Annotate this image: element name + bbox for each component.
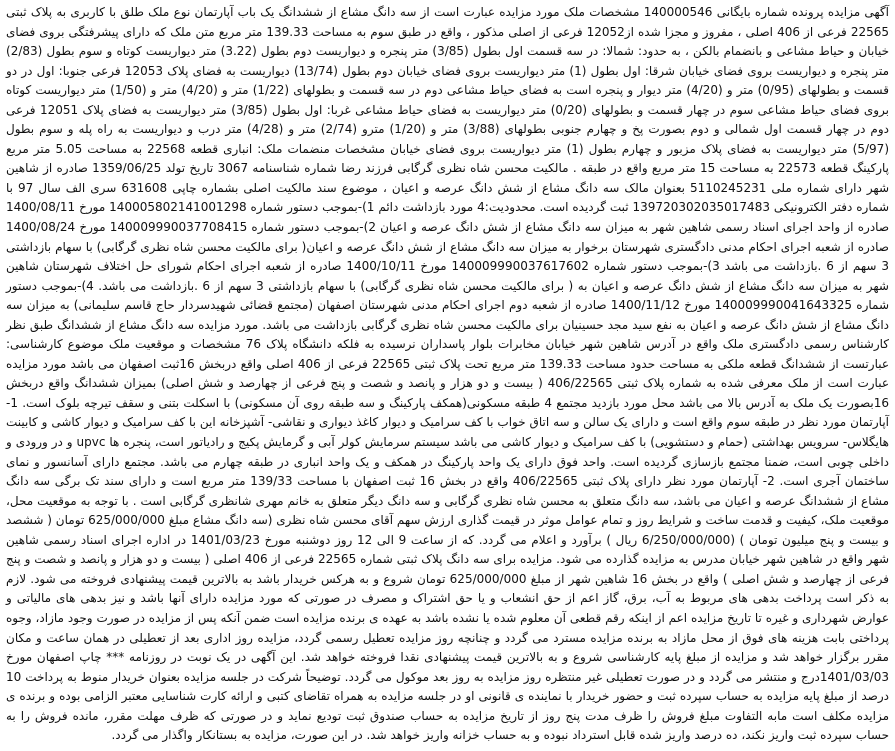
auction-notice-text: آگهی مزایده پرونده شماره بایگانی 140000546 مشخصات ملک مورد مزایده عبارت است از سه دانگ مشاع از ششدانگ یک باب آپارتمان نوع ملک طلق با کاربری به پلاک ثبتی 22565 فرعی از 406 اصلی ، مفروز و مجزا شده از12052 فرعی از اصلی مذکور ، واقع در طبق سوم به مساحت 139.33 متر مربع متن ملک که دارای پیشرفتگی بروی فضای خیابان و حیاط مشاعی و بانضمام بالکن ، به حدود: شمالا: در سه قسمت اول بطول (3/85) متر پنجره و دیواریست دوم بطول (3.22) متر دیواریست کوتاه و سوم بطول (2/83) متر پنجره و دیواریست بروی فضای خیابان شرقا: اول بطول (1) متر دیواریست بروی فضای خیابان دوم بطول (13/74) دیواریست به فضای پلاک 12053 فرعی جنوبا: اول در دو قسمت و بطولهای (0/95) متر و (4/20) متر دیوار و پنجره است به فضای حیاط مشاعی دوم در سه قسمت و بطولهای (1/22) متر و (4/20) متر و (1/50) متر دیواریست کوتاه بروی فضای حیاط مشاعی سوم در چهار قسمت و بطولهای (0/20) متر دیواریست به فضای حیاط مشاعی غربا: اول بطول (3/85) متر دیواریست به فضای پلاک 12051 فرعی دوم در چهار قسمت اول شمالی و دوم بصورت پخ و چهارم جنوبی بطولهای (3/88) متر و (1/20) مترو (2/74) متر و (4/28) متر درب و دیواریست به راه پله و سوم بطول (5/97) متر دیواریست به فضای پلاک مزبور و چهارم بطول (1) متر دیواریست بروی فضای خیابان مشخصات منضمات ملک: انباری قطعه 22568 به مساحت 5.05 متر مربع پارکینگ قطعه 22573 به مساحت 15 متر مربع واقع در طبقه . مالکیت محسن شاه نظری گرگابی فرزند رضا شماره شناسنامه 3067 تاریخ تولد 1359/06/25 صادره از شاهین شهر دارای شماره ملی 5110245231 بعنوان مالک سه دانگ مشاع از شش دانگ عرصه و اعیان ، موضوع سند مالکیت اصلی بشماره چاپی 631608 سری الف سال 97 با شماره دفتر الکترونیکی 139720302035017483 ثبت گردیده است. محدودیت:4 مورد بازداشت دائم 1)-بموجب دستور شماره 140005802141001298 مورخ 1400/08/11 صادره از واحد اجرای اسناد رسمی شاهین شهر به میزان سه دانگ مشاع از شش دانگ عرصه و اعیان 2)-بموجب دستور شماره 140009990037708415 مورخ 1400/08/24 صادره از شعبه اجرای احکام مدنی دادگستری شهرستان برخوار به میزان سه دانگ مشاع از شش دانگ عرصه و اعیان( برای مالکیت محسن شاه نظری گرگابی) با سهام بازداشتی 3 سهم از 6 .بازداشت می باشد 3)-بموجب دستور شماره 140009990037617602 مورخ 1400/10/11 صادره از شعبه اجرای احکام شورای حل اختلاف شهرستان شاهین شهر به میزان سه دانگ مشاع از شش دانگ عرصه و اعیان به ( برای مالکیت محسن شاه نظری گرگابی) با سهام بازداشتی 3 سهم از 6 .بازداشت می باشد. 4)-بموجب دستور شماره 140009990041643325 مورخ 1400/11/12 صادره از شعبه دوم اجرای احکام مدنی شهرستان اصفهان (مجتمع قضائی شهیدسردار حاج قاسم سلیمانی) به میزان سه دانگ مشاع از شش دانگ عرصه و اعیان به نفع سید مجد حسینیان برای مالکیت محسن شاه نظری گرگابی بازداشت می باشد. مورد مزایده سه دانگ مشاع از ششدانگ طبق نظر کارشناس رسمی دادگستری ملک واقع در آدرس شاهین شهر خیابان مخابرات بلوار پاسداران نرسیده به فلکه دانشگاه پلاک 76 مشخصات و موقعیت ملک موضوع کارشناسی: عبارتست از ششدانگ قطعه ملکی به مساحت حدود مساحت 139.33 متر مربع تحت پلاک ثبتی 22565 فرعی از 406 اصلی واقع دربخش 16ثبت اصفهان می باشد مورد مزایده عبارت است از ملک معرفی شده به شماره پلاک ثبتی 406/22565 ( بیست و دو هزار و پانصد و شصت و پنج فرعی از چهارصد و شش اصلی) بمیزان ششدانگ واقع دربخش 16بصورت یک ملک به آدرس بالا می باشد محل مورد بازدید مجتمع 4 طبقه مسکونی(همکف پارکینگ و سه طبقه روی آن مسکونی) با اسکلت بتنی و سقف تیرچه بلوک است. 1- آپارتمان مورد نظر در طبقه سوم واقع است و دارای یک سالن و سه اتاق خواب با کف سرامیک و دیوار کاغذ دیواری و نقاشی- آشپزخانه این با کف سرامیک و دیوار کاشی و کابینت هایگلاس- سرویس بهداشتی (حمام و دستشویی) با کف سرامیک و دیوار کاشی می باشد سیستم سرمایش کولر آبی و گرمایش پکیج و رادیاتور است، پنجره ها upvc و در ورودی و داخلی چوبی است، ضمنا مجتمع بازسازی گردیده است. واحد فوق دارای یک واحد پارکینگ در همکف و یک واحد انباری در طبقه چهارم می باشد. مجتمع دارای آسانسور و نمای ساختمان آجری است. 2- آپارتمان مورد نظر دارای پلاک ثبتی 406/22565 واقع در بخش 16 ثبت اصفهان با مساحت 139/33 متر مربع است و دارای سند تک برگی سه دانگ مشاع از ششدانگ عرصه و اعیان می باشد، سه دانگ متعلق به محسن شاه نظری گرگابی و سه دانگ دیگر متعلق به خانم مهری شانظری گرگابی است . با توجه به موقعیت محل، موقعیت ملک، کیفیت و قدمت ساخت و شرایط روز و تمام عوامل موثر در قیمت گذاری ارزش سهم آقای محسن شاه نظری (سه دانگ مشاع مبلغ 625/000/000 تومان ( ششصد و بیست و پنج میلیون تومان ) (6/250/000/000 ریال ) برآورد و اعلام می گردد. که از ساعت 9 الی 12 روز دوشنبه مورخ 1401/03/23 در اداره اجرای اسناد رسمی شاهین شهر واقع در شاهین شهر خیابان مدرس به مزایده گذارده می شود. مزایده برای سه دانگ پلاک ثبتی شماره 22565 فرعی از 406 اصلی ( بیست و دو هزار و پانصد و شصت و پنج فرعی از چهارصد و شش اصلی ) واقع در بخش 16 شاهین شهر از مبلغ 625/000/000 تومان شروع و به هرکس خریدار باشد به بالاترین قیمت پیشنهادی فروخته می شود. لازم به ذکر است پرداخت بدهی های مربوط به آب، برق، گاز اعم از حق انشعاب و یا حق اشتراک و مصرف در صورتی که مورد مزایده دارای آنها باشد و نیز بدهی های مالیاتی و عوارض شهرداری و غیره تا تاریخ مزایده اعم از اینکه رقم قطعی آن معلوم شده یا نشده باشد به عهده ی برنده مزایده است ضمن آنکه پس از مزایده در صورت وجود مازاد، وجوه پرداختی بابت هزینه های فوق از محل مازاد به برنده مزایده مسترد می گردد و چنانچه روز مزایده تعطیل رسمی گردد، مزایده روز اداری بعد از تعطیلی در همان ساعت و مکان مقرر برگزار خواهد شد و مزایده از مبلغ پایه کارشناسی شروع و به بالاترین قیمت پیشنهادی نقدا فروخته خواهد شد. این آگهی در یک نوبت در روزنامه *** چاپ اصفهان مورخ 1401/03/03درج و منتشر می گردد و در صورت تعطیلی غیر منتظره روز مزایده به روز بعد موکول می گردد. توضیحاً شرکت در جلسه مزایده بعنوان خریدار منوط به پرداخت 10 درصد از مبلغ پایه مزایده به حساب سپرده ثبت و حضور خریدار با نماینده ی قانونی او در جلسه مزایده به همراه تقاضای کتبی و ارائه کارت شناسایی معتبر الزامی بوده و برنده ی مزایده مکلف است مابه التفاوت مبلغ فروش را ظرف مدت پنج روز از تاریخ مزایده به حساب صندوق ثبت تودیع نماید و در صورتی که ظرف مهلت مقرر، مانده فروش را به حساب سپرده ثبت واریز نکند، ده درصد واریز شده قابل استرداد نبوده و به حساب خزانه واریز خواهد شد. در این صورت، مزایده به بستانکار واگذار می گردد. [6,5,890,743]
